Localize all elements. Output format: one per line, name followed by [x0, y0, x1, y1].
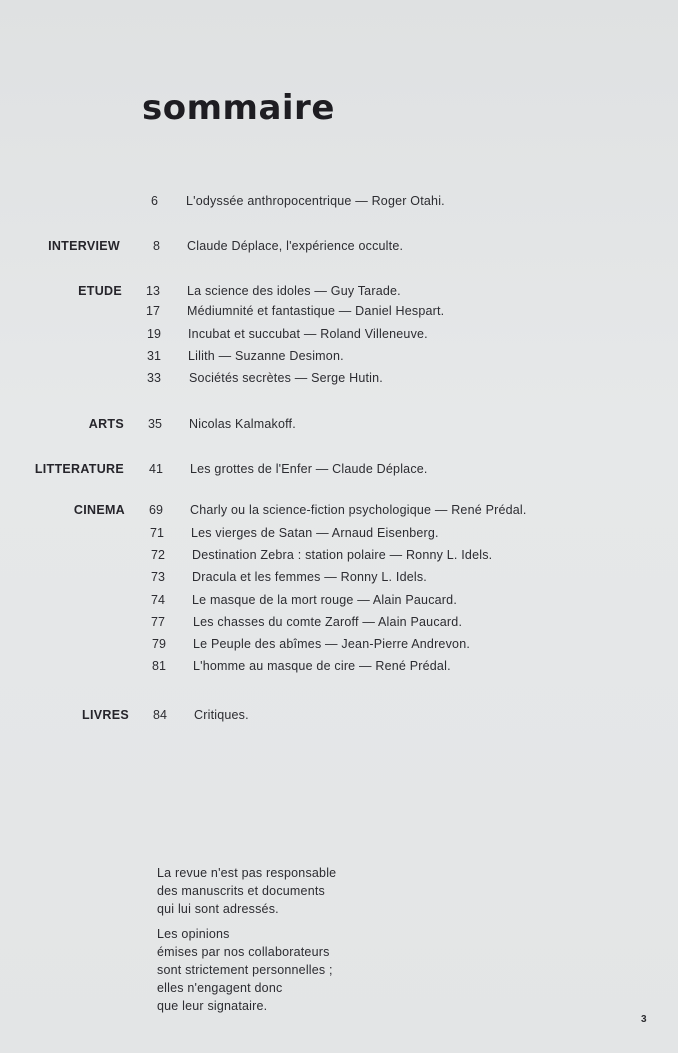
- toc-row: [0, 590, 678, 610]
- disclaimer-line: émises par nos collaborateurs: [157, 945, 330, 959]
- toc-entry: Charly ou la science-fiction psychologique — René Prédal.: [190, 503, 527, 517]
- toc-row: [0, 500, 678, 520]
- disclaimer-line: qui lui sont adressés.: [157, 902, 279, 916]
- toc-entry: Le masque de la mort rouge — Alain Paucard.: [192, 593, 457, 607]
- toc-entry: L'odyssée anthropocentrique — Roger Otahi.: [186, 194, 445, 208]
- toc-entry: Dracula et les femmes — Ronny L. Idels.: [192, 570, 427, 584]
- toc-row: [0, 301, 678, 321]
- toc-row: [0, 634, 678, 654]
- toc-row: [0, 236, 678, 256]
- disclaimer-line: La revue n'est pas responsable: [157, 866, 337, 880]
- toc-row: [0, 705, 678, 725]
- page-title: sommaire: [142, 88, 335, 128]
- disclaimer-line: des manuscrits et documents: [157, 884, 325, 898]
- toc-page-number: 69: [149, 503, 163, 517]
- toc-entry: Médiumnité et fantastique — Daniel Hespart.: [187, 304, 445, 318]
- toc-row: [0, 567, 678, 587]
- toc-entry: Les vierges de Satan — Arnaud Eisenberg.: [191, 526, 439, 540]
- toc-row: [0, 324, 678, 344]
- toc-page-number: 84: [153, 708, 167, 722]
- toc-entry: La science des idoles — Guy Tarade.: [187, 284, 401, 298]
- toc-page-number: 77: [151, 615, 165, 629]
- toc-entry: Nicolas Kalmakoff.: [189, 417, 296, 431]
- toc-page-number: 41: [149, 462, 163, 476]
- toc-entry: Le Peuple des abîmes — Jean-Pierre Andrevon.: [193, 637, 471, 651]
- toc-page-number: 13: [146, 284, 160, 298]
- disclaimer-line: sont strictement personnelles ;: [157, 963, 333, 977]
- toc-row: [0, 459, 678, 479]
- toc-entry: Sociétés secrètes — Serge Hutin.: [189, 371, 383, 385]
- toc-page-number: 6: [151, 194, 158, 208]
- toc-page-number: 31: [147, 349, 161, 363]
- page-folio: 3: [641, 1014, 647, 1025]
- toc-page-number: 71: [150, 526, 164, 540]
- toc-entry: Destination Zebra : station polaire — Ronny L. Idels.: [192, 548, 493, 562]
- toc-row: [0, 346, 678, 366]
- toc-page-number: 8: [153, 239, 160, 253]
- toc-entry: Les chasses du comte Zaroff — Alain Paucard.: [193, 615, 463, 629]
- toc-entry: Critiques.: [194, 708, 249, 722]
- toc-row: [0, 523, 678, 543]
- toc-section-arts: ARTS: [88, 417, 124, 431]
- toc-section-litterature: LITTERATURE: [34, 462, 124, 476]
- toc-section-etude: ETUDE: [78, 284, 122, 298]
- toc-page-number: 19: [147, 327, 161, 341]
- toc-row: [0, 281, 678, 301]
- toc-row: [0, 191, 678, 211]
- toc-page-number: 33: [147, 371, 161, 385]
- toc-section-livres: LIVRES: [82, 708, 129, 722]
- toc-row: [0, 612, 678, 632]
- toc-entry: L'homme au masque de cire — René Prédal.: [193, 659, 451, 673]
- toc-page-number: 74: [151, 593, 165, 607]
- toc-section-interview: INTERVIEW: [48, 239, 120, 253]
- toc-entry: Incubat et succubat — Roland Villeneuve.: [188, 327, 428, 341]
- disclaimer-line: elles n'engagent donc: [157, 981, 283, 995]
- toc-entry: Les grottes de l'Enfer — Claude Déplace.: [190, 462, 428, 476]
- toc-page-number: 73: [151, 570, 165, 584]
- toc-page-number: 81: [152, 659, 166, 673]
- toc-page-number: 35: [148, 417, 162, 431]
- toc-row: [0, 414, 678, 434]
- toc-entry: Claude Déplace, l'expérience occulte.: [187, 239, 404, 253]
- toc-page-number: 17: [146, 304, 160, 318]
- toc-row: [0, 545, 678, 565]
- toc-row: [0, 368, 678, 388]
- disclaimer-opinions: [157, 925, 333, 1015]
- toc-page-number: 79: [152, 637, 166, 651]
- toc-row: [0, 656, 678, 676]
- disclaimer-line: que leur signataire.: [157, 999, 268, 1013]
- disclaimer-responsibility: [157, 864, 336, 918]
- toc-entry: Lilith — Suzanne Desimon.: [188, 349, 344, 363]
- toc-section-cinema: CINEMA: [73, 503, 125, 517]
- toc-page-number: 72: [151, 548, 165, 562]
- disclaimer-line: Les opinions: [157, 927, 230, 941]
